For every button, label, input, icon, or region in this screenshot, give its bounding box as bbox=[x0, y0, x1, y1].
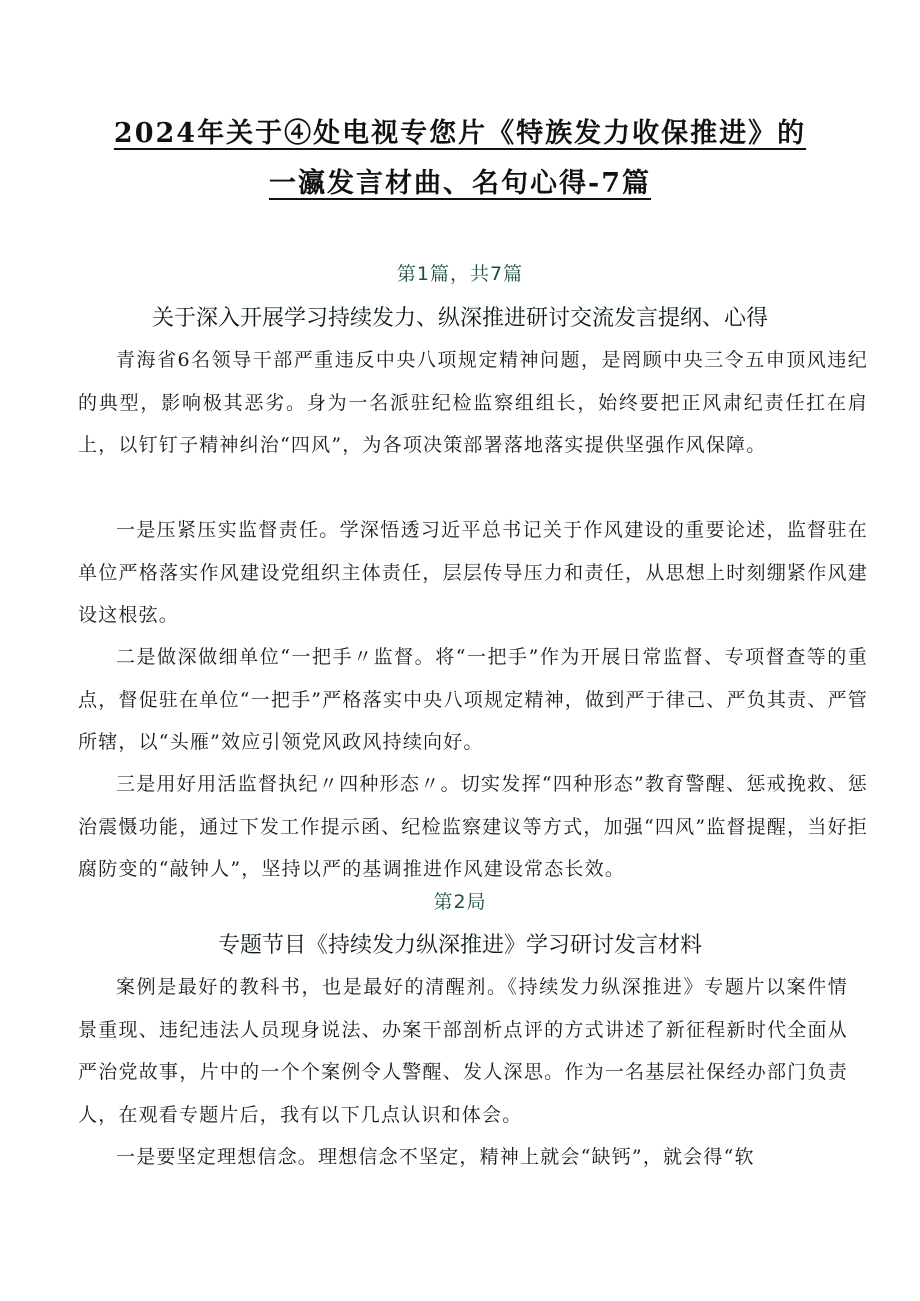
paragraph: 一是压紧压实监督责任。学深悟透习近平总书记关于作风建设的重要论述，监督驻在单位严格落实作风建设党组织主体责任，层层传导压力和责任，从思想上时刻绷紧作风建设这根弦。 bbox=[78, 519, 868, 626]
paragraph: 二是做深做细单位“一把手〃监督。将“一把手”作为开展日常监督、专项督查等的重点，督促驻在单位“一把手”严格落实中央八项规定精神，做到严于律己、严负其责、严管所辖，以“头雁”效应引领党风政风持续向好。 bbox=[78, 646, 868, 753]
paragraph: 案例是最好的教科书，也是最好的清醒剂。《持续发力纵深推进》专题片以案件情景重现、违纪违法人员现身说法、办案干部剖析点评的方式讲述了新征程新时代全面从严治党故事，片中的一个个案例令人警醒、发人深思。作为一名基层社保经办部门负责人，在观看专题片后，我有以下几点认识和体会。 bbox=[78, 976, 848, 1126]
chapter-label-2: 第2局 bbox=[433, 891, 487, 913]
paragraph: 三是用好用活监督执纪〃四种形态〃。切实发挥“四种形态”教育警醒、惩戒挽救、惩治震慑功能，通过下发工作提示函、纪检监察建议等方式，加强“四风”监督提醒，当好拒腐防变的“敲钟人”，坚持以严的基调推进作风建设常态长效。 bbox=[78, 773, 868, 880]
paragraph: 一是要坚定理想信念。理想信念不坚定，精神上就会“缺钙”，就会得“软 bbox=[116, 1146, 755, 1168]
document-title-line-1: 2024年关于④处电视专您片《特族发力收保推进》的 bbox=[113, 118, 807, 149]
document-title-line-2: 一瀛发言材曲、名句心得-7篇 bbox=[269, 168, 651, 199]
paragraph: 青海省6名领导干部严重违反中央八项规定精神问题，是罔顾中央三令五申顶风违纪的典型，影响极其恶劣。身为一名派驻纪检监察组组长，始终要把正风肃纪责任扛在肩上，以钉钉子精神纠治“四风”，为各项决策部署落地落实提供坚强作风保障。 bbox=[78, 349, 868, 456]
section-heading-2: 专题节目《持续发力纵深推进》学习研讨发言材料 bbox=[217, 933, 702, 958]
chapter-label-1: 第1篇，共7篇 bbox=[396, 263, 524, 285]
section-heading-1: 关于深入开展学习持续发力、纵深推进研讨交流发言提纲、心得 bbox=[151, 306, 768, 331]
